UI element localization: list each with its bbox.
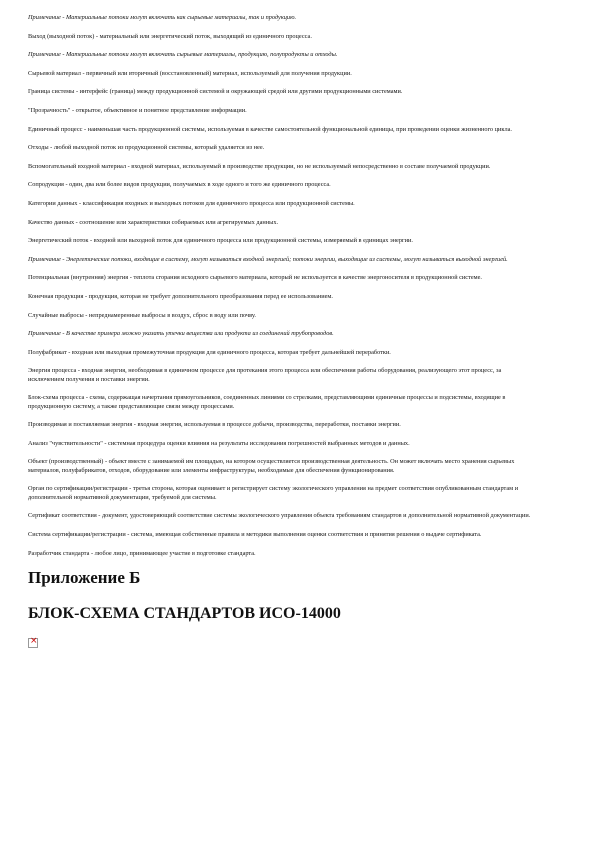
definition-paragraph: Объект (производственный) - объект вместе с занимаемой им площадью, на котором осуществляется производственная деятельность. Он может включать место хранения сырьевых материалов, полуфабрикатов, отходов, оборудование или элементы инфраструктуры, необходимые для обеспечения функционирования. — [28, 458, 515, 474]
broken-image-icon — [28, 638, 38, 648]
definition-paragraph: Разработчик стандарта - любое лицо, принимающее участие в подготовке стандарта. — [28, 549, 256, 557]
definition-paragraph: Выход (выходной поток) - материальный или энергетический поток, выходящий из единичного процесса. — [28, 32, 312, 40]
definition-paragraph: Анализ "чувствительности" - системная процедура оценки влияния на результаты исследования погрешностей выбранных методов и данных. — [28, 439, 410, 447]
note-paragraph: Примечание - Материальные потоки могут включать сырьевые материалы, продукцию, полупродукты и отходы. — [28, 51, 338, 59]
definition-paragraph: Блок-схема процесса - схема, содержащая начертания прямоугольников, соединенных линиями со стрелками, представляющими единичные процессы и подсистемы, входящие в продукционную систему, а также представляющие связи между процессами. — [28, 394, 506, 410]
definition-paragraph: Случайные выбросы - непреднамеренные выбросы в воздух, сброс в воду или почву. — [28, 311, 256, 319]
definition-paragraph: Потенциальная (внутренняя) энергия - теплота сгорания исходного сырьевого материала, который не используется в качестве энергоносителя в продукционной системе. — [28, 274, 483, 282]
definition-paragraph: Энергетический поток - входной или выходной поток для единичного процесса или продукционной системы, измеряемый в единицах энергии. — [28, 237, 413, 245]
definition-paragraph: Качество данных - соотношение или характеристики собираемых или агрегируемых данных. — [28, 218, 279, 226]
definition-paragraph: Производимая и поставляемая энергия - входная энергия, используемая в процессе добычи, производства, переработки, поставки энергии. — [28, 421, 401, 429]
definition-paragraph: Конечная продукция - продукция, которая не требует дополнительного преобразования перед ее использованием. — [28, 292, 333, 300]
definition-paragraph: Сертификат соответствия - документ, удостоверяющий соответствие системы экологического управления объекта требованиям стандартов и дополнительной нормативной документации. — [28, 512, 531, 520]
definition-paragraph: Полуфабрикат - входная или выходная промежуточная продукция для единичного процесса, которая требует дальнейшей переработки. — [28, 348, 391, 356]
definition-paragraph: Сырьевой материал - первичный или вторичный (восстановленный) материал, используемый для получения продукции. — [28, 69, 352, 77]
definition-paragraph: "Прозрачность" - открытое, объективное и понятное представление информации. — [28, 106, 247, 114]
definition-paragraph: Граница системы - интерфейс (граница) между продукционной системой и окружающей средой или другими продукционными системами. — [28, 88, 403, 96]
definition-paragraph: Система сертификации/регистрации - система, имеющая собственные правила и методики выполнения оценки соответствия и принятия решения о выдаче сертификата. — [28, 531, 482, 539]
definition-paragraph: Орган по сертификации/регистрации - третья сторона, которая оценивает и регистрирует систему экологического управления на предмет соответствия опубликованным стандартам и дополнительной нормативной документации, требуемой для системы. — [28, 485, 519, 501]
definition-paragraph: Единичный процесс - наименьшая часть продукционной системы, используемая в качестве самостоятельной функциональной единицы, при проведении оценки жизненного цикла. — [28, 125, 512, 133]
broken-image-glyph: × — [30, 636, 38, 647]
definition-paragraph: Вспомогательный входной материал - входной материал, используемый в производстве продукции, но не используемый непосредственно в составе получаемой продукции. — [28, 162, 491, 170]
definition-paragraph: Категории данных - классификация входных и выходных потоков для единичного процесса или продукционной системы. — [28, 199, 355, 207]
definition-paragraph: Отходы - любой выходной поток из продукционной системы, который удаляется из нее. — [28, 144, 265, 152]
definition-paragraph: Энергия процесса - входная энергия, необходимая в единичном процессе для протекания этого процесса или обеспечения работы оборудования, реализующего этот процесс, за исключением получения и поставки энергии. — [28, 367, 502, 383]
definitions-list — [28, 14, 535, 558]
note-paragraph: Примечание - Энергетические потоки, входящие в систему, могут называться входной энергией; потоки энергии, выходящие из системы, могут называться выходной энергией. — [28, 255, 508, 263]
appendix-heading: Приложение Б — [28, 568, 141, 588]
note-paragraph: Примечание - Материальные потоки могут включать как сырьевые материалы, так и продукцию. — [28, 14, 297, 21]
definition-paragraph: Сопродукция - один, два или более видов продукции, получаемых в ходе одного и того же единичного процесса. — [28, 181, 331, 189]
section-heading: БЛОК-СХЕМА СТАНДАРТОВ ИСО-14000 — [28, 605, 341, 623]
note-paragraph: Примечание - В качестве примера можно указать утечки вещества или продукта из соединений трубопроводов. — [28, 330, 334, 338]
